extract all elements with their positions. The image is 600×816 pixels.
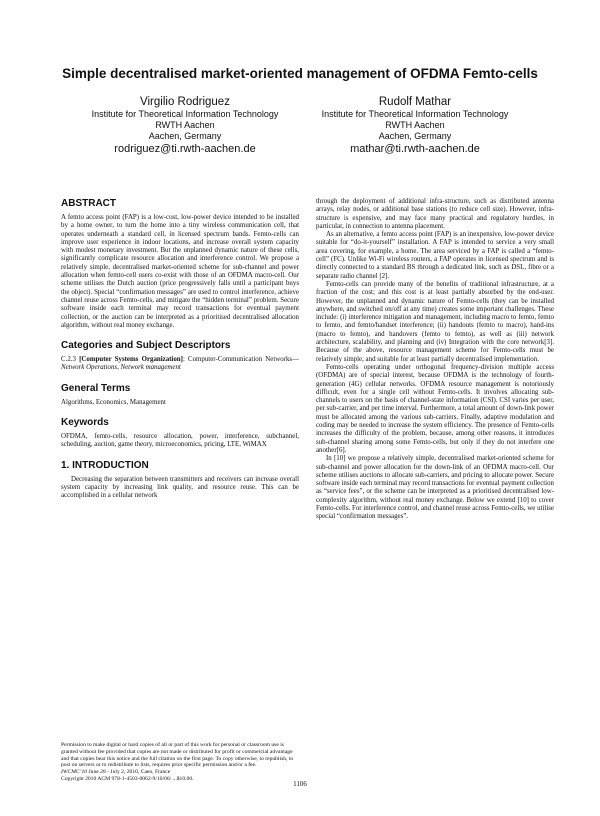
page-number: 1106: [293, 780, 307, 788]
intro-paragraph-2: As an alternative, a femto access point (FAP) is an inexpensive, low-power device suitable for “do-it-yourself” installation. A FAP is intended to service a very small area covering, for example, a home. The area serviced by a FAP is called a “femto-cell” (FC). Unlike Wi-Fi wireless routers, a FAP operates in licensed spectrum and is directly connected to a standard BS through a dedicated link, such as DSL, fibre or a separate radio channel [2].: [316, 231, 554, 280]
paper-title: Simple decentralised market-oriented management of OFDMA Femto-cells: [62, 66, 538, 81]
author-affiliation: Institute for Theoretical Information Technology: [91, 109, 279, 119]
ccs-code: C.2.3: [61, 356, 76, 364]
ccs-bold: [Computer Systems Organization]: [79, 356, 183, 364]
conference-name: IWCMC’10: [61, 769, 88, 776]
categories-text: [61, 356, 299, 373]
author-block-1: [60, 95, 310, 156]
ccs-italic: Network Operations, Network management: [61, 364, 181, 372]
ccs-plain: : Computer-Communication Networks—: [182, 356, 299, 364]
intro-paragraph-5: In [10] we propose a relatively simple, decentralised market-oriented scheme for sub-channel and power allocation for the down-link of an OFDMA macro-cell. Our scheme utilises auctions to allocate sub-carriers, and pricing to allocate power. Secure software inside each terminal may record transactions for eventual payment collection as “service fees”, or the scheme can be interpreted as a prioritised decentralised low-complexity algorithm, without real money exchange. Below we extend [10] to cover Femto-cells. For interference control, and channel reuse across Femto-cells, we utilise special “confirmation messages”.: [316, 455, 554, 521]
author-email: rodriguez@ti.rwth-aachen.de: [114, 143, 256, 155]
author-block-2: [290, 95, 540, 156]
author-institution: RWTH Aachen: [385, 120, 445, 130]
intro-paragraph-1-continued: through the deployment of additional infra-structure, such as distributed antenna arrays, relay nodes, or additional base stations (to reduce cell size). However, infra-structure is expensive, and may face many practical and regulatory hurdles, in particular, in connection to antenna placement.: [316, 198, 554, 230]
author-institution: RWTH Aachen: [155, 120, 215, 130]
categories-heading: Categories and Subject Descriptors: [61, 340, 231, 352]
intro-paragraph-4: Femto-cells operating under orthogonal frequency-division multiple access (OFDMA) are of special interest, because OFDMA is the technology of fourth-generation (4G) cellular networks. OFDMA resource management is notoriously difficult, even for a single cell without Femto-cells. It involves allocating sub-channels to users on the basis of channel-state information (CSI). CSI varies per user, per sub-carrier, and per time interval. Furthermore, a total amount of down-link power must be allocated among the various sub-carriers. Finally, adaptive modulation and coding may be needed to increase the system efficiency. The presence of Femto-cells increases the difficulty of the problem, because, among other reasons, it introduces sub-channel sharing among some Femto-cells, but only if they do not interfere one another[6].: [316, 363, 554, 454]
permission-text: Permission to make digital or hard copies of all or part of this work for personal or classroom use is granted without fee provided that copies are not made or distributed for profit or commercial advantage and that copies bear this notice and the full citation on the first page. To copy otherwise, to republish, to post on servers or to redistribute to lists, requires prior specific permission and/or a fee.: [61, 742, 294, 769]
intro-paragraph-3: Femto-cells can provide many of the benefits of traditional infrastructure, at a fraction of the cost; and this cost is at least partially absorbed by the end-user. However, the unplanned and dynamic nature of Femto-cells (they can be installed anywhere, and switched on/off at any time) creates some important challenges. These include: (i) interference mitigation and management, including macro to femto, femto to femto, and femto/handset interference; (ii) handouts (femto to macro), hand-ins (macro to femto), and handovers (femto to femto), as well as (iii) network architecture, scalability, and planning and (iv) Integration with the core network[3]. Because of the above, resource management scheme for Femto-cells must be relatively simple, and suitable for at least partially decentralised implementation.: [316, 280, 554, 363]
left-column: [61, 198, 299, 501]
author-location: Aachen, Germany: [148, 131, 222, 141]
permission-notice: [61, 742, 299, 783]
conference-line: [61, 769, 299, 776]
copyright-line: Copyright 2010 ACM 978-1-4503-0062-9/10/06/ ...$10.00.: [61, 775, 194, 782]
general-terms-text: Algorithms, Economics, Management: [61, 398, 166, 406]
conference-details: June 28 - July 2, 2010, Caen, France: [87, 769, 171, 776]
author-affiliation: Institute for Theoretical Information Technology: [321, 109, 509, 119]
intro-paragraph-1: Decreasing the separation between transmitters and receivers can increase overall system capacity by increasing link quality, and resource reuse. This can be accomplished in a cellular network: [61, 475, 299, 500]
keywords-heading: Keywords: [61, 417, 109, 429]
keywords-text: OFDMA, femto-cells, resource allocation, power, interference, subchannel, scheduling, auction, game theory, microeconomics, pricing, LTE, WiMAX: [61, 433, 299, 449]
author-name: Virgilio Rodriguez: [140, 96, 230, 108]
introduction-heading: 1. INTRODUCTION: [61, 459, 149, 471]
author-email: mathar@ti.rwth-aachen.de: [350, 143, 480, 155]
general-terms-heading: General Terms: [61, 382, 131, 394]
right-column: [316, 198, 554, 522]
abstract-text: A femto access point (FAP) is a low-cost, low-power device intended to be installed by a home owner, to turn the home into a tiny wireless communication cell, that operates underneath a standard cell, in licensed spectrum bands. Femto-cells can improve user experience in indoor locations, and increase overall system capacity with modest monetary investment. But the unplanned dynamic nature of these cells, significantly complicate resource allocation and interference control. We propose a relatively simple, decentralised market-oriented scheme for sub-channel and power allocation when femto-cell users co-exist with those of an OFDMA macro-cell. Our scheme utilises the Dutch auction (price progressively falls until a participant buys the object). Special “confirmation messages” are used to control interference, achieve channel reuse across Femto-cells, and mitigate the “hidden terminal” problem. Secure software inside each terminal may record transactions for eventual payment collection, or the auction can be interpreted as a prioritised decentralised allocation algorithm, without real money exchange.: [61, 214, 299, 329]
author-location: Aachen, Germany: [378, 131, 452, 141]
author-name: Rudolf Mathar: [378, 96, 452, 108]
abstract-heading: ABSTRACT: [61, 198, 116, 209]
